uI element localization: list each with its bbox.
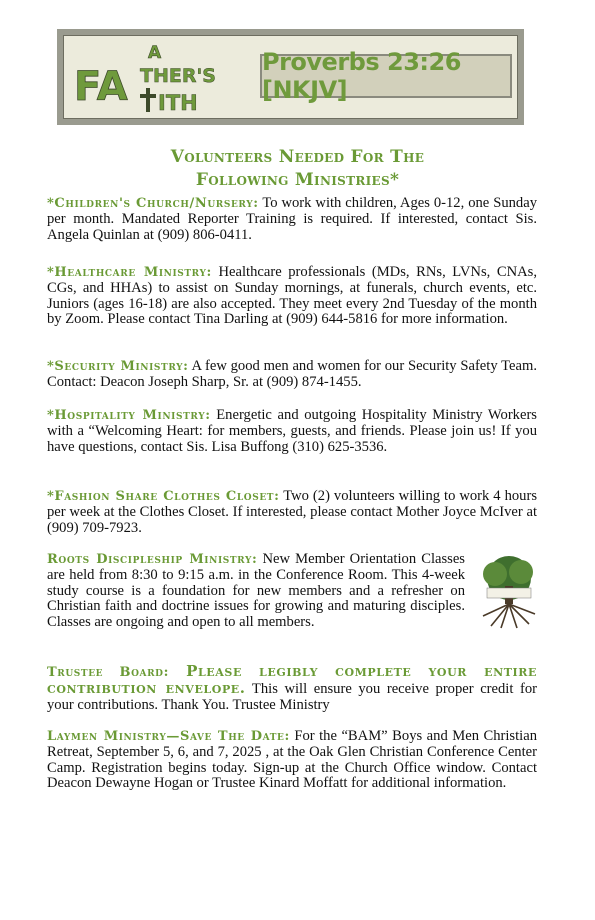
section-body: A few good men and women for our Security Safety Team. Contact: Deacon Joseph Sharp, Sr. at (909) 874-1455. — [47, 358, 537, 390]
cross-icon — [140, 88, 156, 112]
section-highlight: Please legibly complete your entire contribution envelope. — [47, 662, 537, 697]
section-body: This will ensure you receive proper credit for your contributions. Thank You. Trustee Ministry — [47, 680, 537, 713]
section-body: Healthcare professionals (MDs, RNs, LVNs, CNAs, CGs, and HHAs) to assist on Sunday mornings, at funerals, church events, etc. Juniors (ages 16-18) are also accepted. They meet every 2nd Tuesday of the month by Zoom. Please contact Tina Darling at (909) 644-5816 for more information. — [47, 264, 537, 328]
section-security — [47, 359, 537, 391]
section-title: *Fashion Share Clothes Closet: — [47, 489, 280, 504]
verse-reference: Proverbs 23:26 [NKJV] — [260, 54, 512, 98]
section-title: Roots Discipleship Ministry: — [47, 552, 258, 567]
section-body: To work with children, Ages 0-12, one Sunday per month. Mandated Reporter Training is required. If interested, contact Sis. Angela Quinlan at (909) 806-0411. — [47, 195, 537, 243]
section-title: *Security Ministry: — [47, 359, 189, 374]
roots-tree-logo — [477, 556, 541, 630]
section-title: *Healthcare Ministry: — [47, 265, 212, 280]
section-laymen-ministry — [47, 729, 537, 792]
section-title: Trustee Board: — [47, 665, 169, 680]
page-headline — [0, 146, 595, 192]
fathers-faith-logo — [70, 40, 230, 118]
section-body: New Member Orientation Classes are held from 8:30 to 9:15 a.m. in the Conference Room. This 4-week study course is a foundation for new members and a refresher on Christian faith and doctrine issues for growing and maturing disciples. Classes are ongoing and open to all members. — [47, 551, 465, 631]
section-childrens-church — [47, 196, 537, 243]
section-title: *Children's Church/Nursery: — [47, 196, 259, 211]
section-roots-discipleship — [47, 552, 465, 631]
logo-letter-a: A — [148, 43, 162, 63]
section-clothes-closet — [47, 489, 537, 536]
section-body: Two (2) volunteers willing to work 4 hours per week at the Clothes Closet. If interested, please contact Mother Joyce McIver at (909) 709-7923. — [47, 488, 538, 536]
header-banner — [57, 29, 524, 125]
headline-line-2: Following Ministries* — [195, 170, 400, 190]
logo-thers: THER'S — [140, 65, 216, 87]
section-trustee-board — [47, 664, 537, 713]
section-healthcare — [47, 265, 537, 328]
logo-fa: FA — [74, 64, 128, 110]
header-banner-inner — [63, 35, 518, 119]
section-title: *Hospitality Ministry: — [47, 408, 211, 423]
logo-ith: ITH — [158, 91, 198, 115]
section-title: Laymen Ministry—Save The Date: — [47, 729, 290, 744]
section-body: Energetic and outgoing Hospitality Ministry Workers with a “Welcoming Heart: for members, guests, and friends. Please join us! If you have questions, contact Sis. Lisa Buffong (310) 625-3536. — [47, 407, 537, 455]
section-body: For the “BAM” Boys and Men Christian Retreat, September 5, 6, and 7, 2025 , at the Oak Glen Christian Conference Center Camp. Registration begins today. Sign-up at the Church Office window. Contact Deacon Dewayne Hogan or Trustee Kinard Moffatt for additional information. — [47, 728, 537, 792]
section-hospitality — [47, 408, 537, 455]
headline-line-1: Volunteers Needed For The — [170, 147, 425, 167]
